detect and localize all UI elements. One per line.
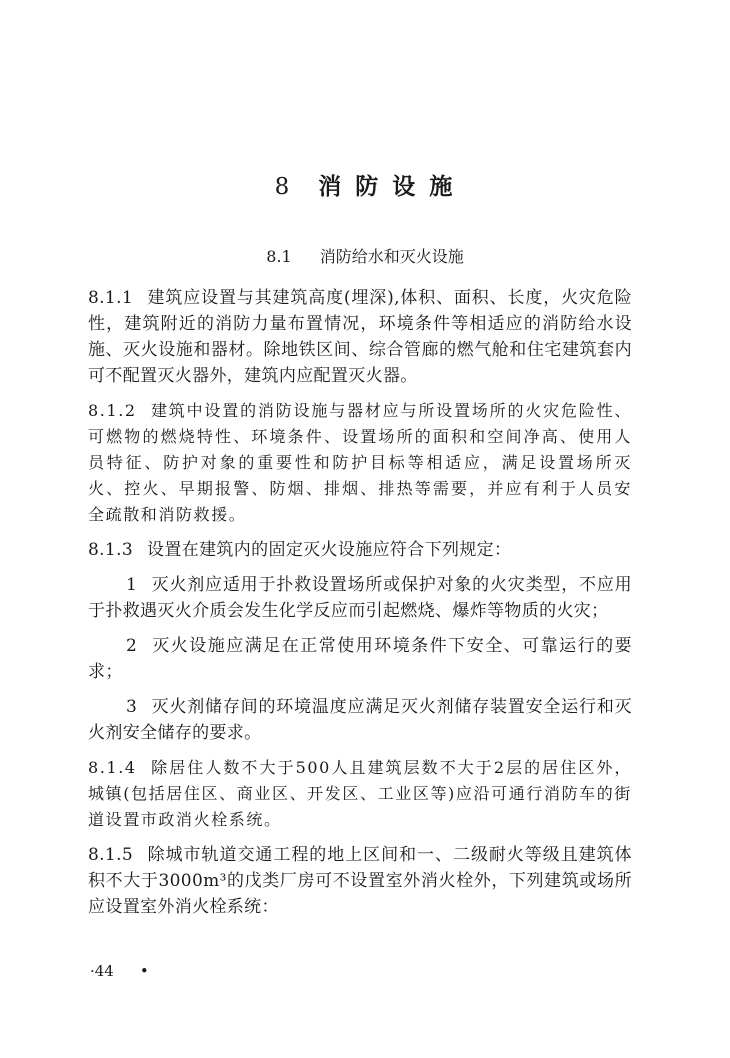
chapter-number: 8 — [274, 174, 293, 200]
clause-8-1-5 — [88, 842, 632, 920]
section-number: 8.1 — [266, 247, 292, 266]
chapter-title-text: 消 防 设 施 — [318, 173, 456, 200]
section-title-text: 消防给水和灭火设施 — [319, 247, 464, 266]
clause-number: 8.1.2 — [88, 401, 137, 420]
clause-number: 8.1.4 — [88, 758, 137, 777]
clause-8-1-4 — [88, 755, 632, 833]
clause-8-1-3 — [88, 537, 632, 563]
clause-text: 除居住人数不大于500人且建筑层数不大于2层的居住区外，城镇(包括居住区、商业区、开发区、工业区等)应沿可通行消防车的街道设置市政消火栓系统。 — [88, 758, 632, 829]
item-text: 灭火剂储存间的环境温度应满足灭火剂储存装置安全运行和灭火剂安全储存的要求。 — [88, 697, 632, 743]
footer-dot: • — [139, 962, 149, 980]
item-number: 1 — [126, 575, 138, 595]
clause-text: 建筑应设置与其建筑高度(埋深),体积、面积、长度，火灾危险性，建筑附近的消防力量布置情况，环境条件等相适应的消防给水设施、灭火设施和器材。除地铁区间、综合管廊的燃气舱和住宅建筑套内可不配置灭火器外，建筑内应配置灭火器。 — [88, 288, 632, 386]
clause-text: 除城市轨道交通工程的地上区间和一、二级耐火等级且建筑体积不大于3000m³的戊类厂房可不设置室外消火栓外，下列建筑或场所应设置室外消火栓系统： — [88, 845, 632, 917]
item-number: 2 — [126, 636, 138, 656]
document-body — [88, 285, 632, 929]
clause-text: 设置在建筑内的固定灭火设施应符合下列规定： — [147, 540, 512, 560]
clause-8-1-3-item-1 — [88, 572, 632, 624]
clause-number: 8.1.5 — [88, 845, 134, 865]
section-title — [0, 244, 730, 267]
item-text: 灭火剂应适用于扑救设置场所或保护对象的火灾类型，不应用于扑救遇灭火介质会发生化学反应而引起燃烧、爆炸等物质的火灾； — [88, 575, 632, 621]
chapter-title — [0, 168, 730, 201]
item-number: 3 — [126, 697, 138, 717]
clause-8-1-3-item-2 — [88, 633, 632, 685]
item-text: 灭火设施应满足在正常使用环境条件下安全、可靠运行的要求； — [88, 636, 632, 682]
clause-8-1-1 — [88, 285, 632, 389]
clause-text: 建筑中设置的消防设施与器材应与所设置场所的火灾危险性、可燃物的燃烧特性、环境条件、设置场所的面积和空间净高、使用人员特征、防护对象的重要性和防护目标等相适应，满足设置场所灭火、控火、早期报警、防烟、排烟、排热等需要，并应有利于人员安全疏散和消防救援。 — [88, 401, 632, 524]
page-footer — [90, 962, 149, 980]
clause-number: 8.1.3 — [88, 540, 134, 560]
clause-number: 8.1.1 — [88, 288, 134, 308]
clause-8-1-3-item-3 — [88, 694, 632, 746]
clause-8-1-2 — [88, 398, 632, 528]
page-number: ·44 — [90, 962, 114, 980]
